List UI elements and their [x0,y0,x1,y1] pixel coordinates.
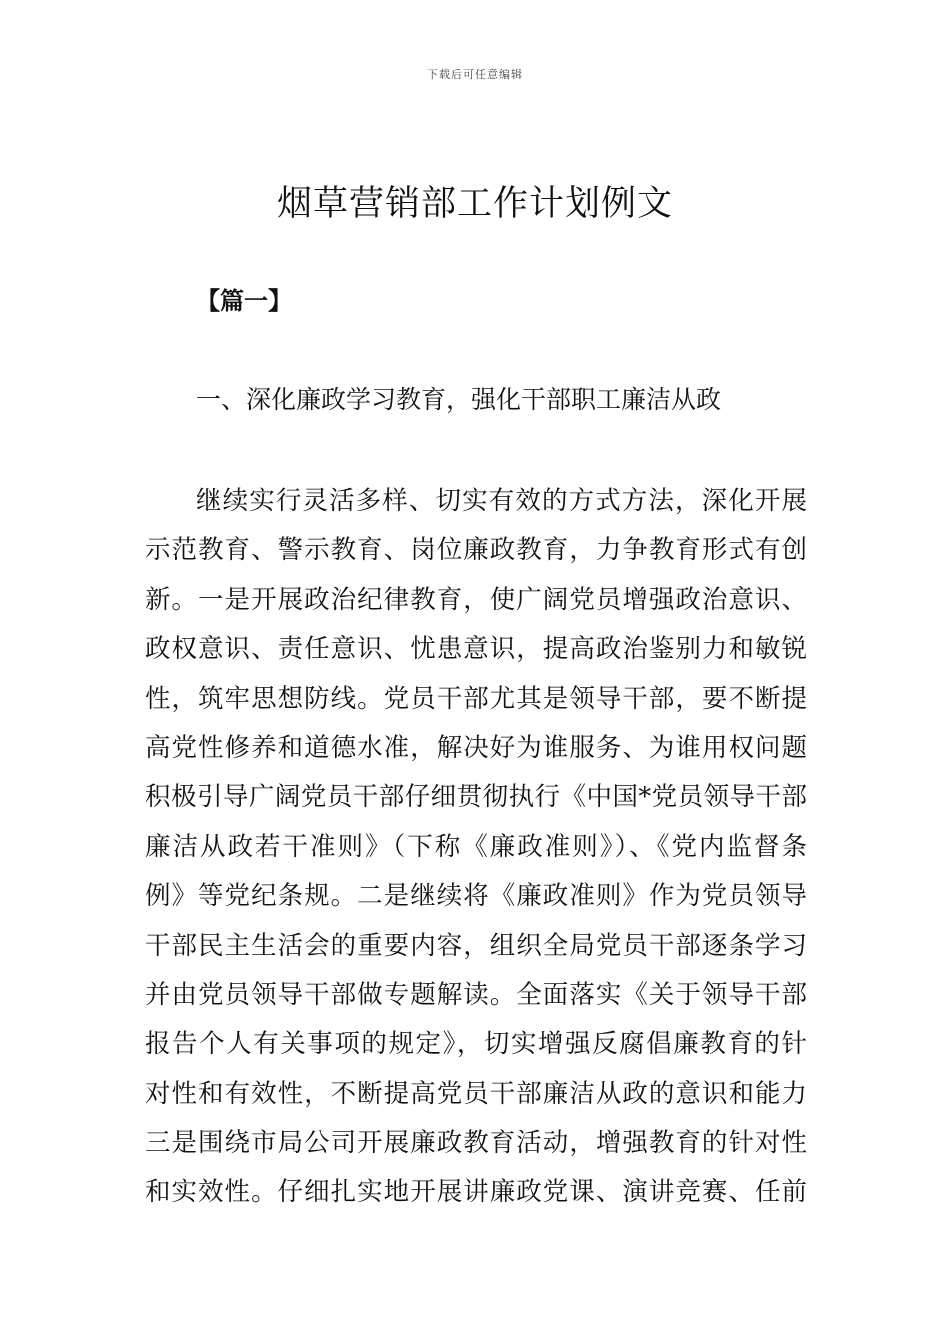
section-heading: 一、深化廉政学习教育，强化干部职工廉洁从政 [196,385,722,414]
paragraph-line: 对性和有效性，不断提高党员干部廉洁从政的意识和能力 [145,1078,807,1109]
paragraph-line: 政权意识、责任意识、忧患意识，提高政治鉴别力和敏锐 [145,634,807,665]
document-title: 烟草营销部工作计划例文 [276,184,673,224]
paragraph-line: 报告个人有关事项的规定》，切实增强反腐倡廉教育的针 [145,1029,807,1060]
paragraph-line: 三是围绕市局公司开展廉政教育活动，增强教育的针对性 [145,1128,807,1159]
paragraph-line: 新。一是开展政治纪律教育，使广阔党员增强政治意识、 [145,584,807,615]
paragraph-line: 继续实行灵活多样、切实有效的方式方法，深化开展 [196,486,807,516]
paragraph-line: 廉洁从政若干准则》（下称《廉政准则》）、《党内监督条 [145,831,807,862]
paragraph-line: 干部民主生活会的重要内容，组织全局党员干部逐条学习 [145,930,807,961]
paragraph-line: 高党性修养和道德水准，解决好为谁服务、为谁用权问题 [145,732,807,763]
paragraph-line: 性，筑牢思想防线。党员干部尤其是领导干部，要不断提 [145,683,807,714]
paragraph-line: 并由党员领导干部做专题解读。全面落实《关于领导干部 [145,979,807,1010]
paragraph-line: 示范教育、警示教育、岗位廉政教育，力争教育形式有创 [145,535,807,566]
body-paragraph [145,477,807,1218]
paragraph-line: 积极引导广阔党员干部仔细贯彻执行《中国*党员领导干部 [145,782,807,813]
header-note: 下载后可任意编辑 [427,68,523,81]
paragraph-line: 例》等党纪条规。二是继续将《廉政准则》作为党员领导 [145,881,807,912]
section-tag: 【篇一】 [196,286,292,315]
paragraph-line: 和实效性。仔细扎实地开展讲廉政党课、演讲竞赛、任前 [145,1177,807,1208]
